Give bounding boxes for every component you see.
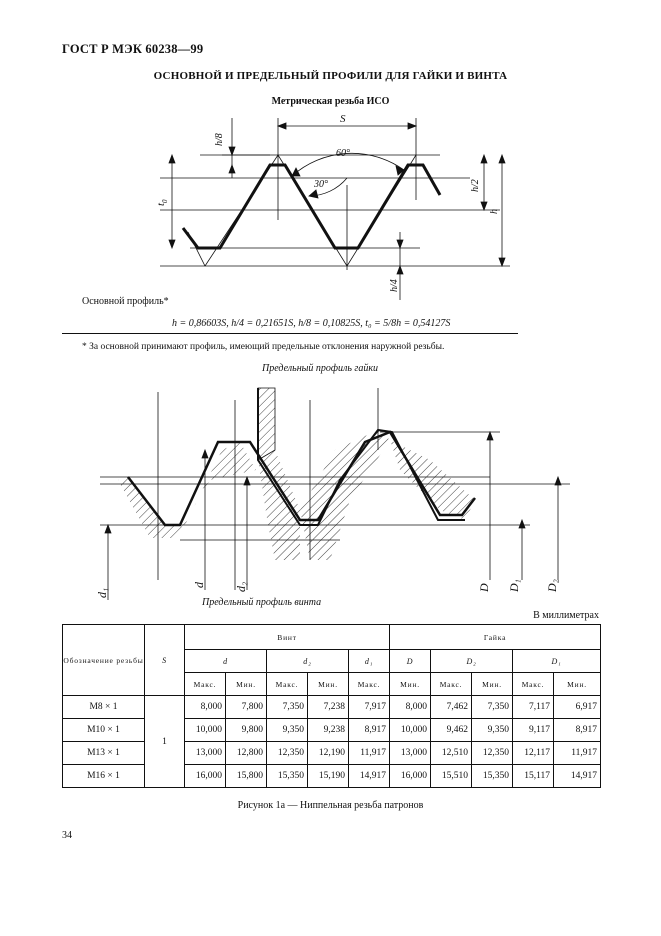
h8-label: h/8 — [214, 133, 225, 146]
cell: 16,000 — [185, 765, 226, 788]
angle30-label: 30° — [314, 179, 328, 190]
cell: 14,917 — [554, 765, 601, 788]
nut-profile-label: Предельный профиль гайки — [262, 363, 379, 374]
sub-d2: d₂ — [267, 650, 349, 673]
table-row — [63, 696, 601, 719]
cell: 11,917 — [349, 742, 390, 765]
cell: 7,117 — [513, 696, 554, 719]
cell: 8,917 — [349, 719, 390, 742]
section-title: ОСНОВНОЙ И ПРЕДЕЛЬНЫЙ ПРОФИЛИ ДЛЯ ГАЙКИ И ВИНТА — [153, 70, 508, 82]
cell: 16,000 — [390, 765, 431, 788]
cell: 7,800 — [226, 696, 267, 719]
cell: 8,917 — [554, 719, 601, 742]
cell: 13,000 — [185, 742, 226, 765]
basic-profile-drawing — [0, 0, 661, 330]
cell: 13,000 — [390, 742, 431, 765]
cell: 9,462 — [431, 719, 472, 742]
cell: 12,350 — [472, 742, 513, 765]
cell: 11,917 — [554, 742, 601, 765]
cell: 12,117 — [513, 742, 554, 765]
units-note: В миллиметрах — [533, 610, 599, 621]
sub-d: d — [185, 650, 267, 673]
h4-label: h/4 — [389, 279, 400, 292]
cell: 7,350 — [267, 696, 308, 719]
s-value: 1 — [145, 696, 185, 788]
table-row — [63, 719, 601, 742]
group-nut: Гайка — [390, 625, 601, 650]
screw-profile-label: Предельный профиль винта — [202, 597, 322, 608]
dim-D: D — [477, 583, 491, 592]
dim-d1: d₁ — [95, 587, 109, 598]
dim-d2: d₂ — [234, 581, 248, 592]
cell: 15,190 — [308, 765, 349, 788]
cell: 7,350 — [472, 696, 513, 719]
hdr-max: Макс. — [513, 673, 554, 696]
cell: 15,350 — [267, 765, 308, 788]
cell: 9,350 — [472, 719, 513, 742]
cell: 14,917 — [349, 765, 390, 788]
cell: 12,510 — [431, 742, 472, 765]
cell: 6,917 — [554, 696, 601, 719]
row-name: M13 × 1 — [63, 742, 145, 765]
h2-label: h/2 — [470, 179, 481, 192]
profile-formula: h = 0,86603S, h/4 = 0,21651S, h/8 = 0,10825S, t₀ = 5/8h = 0,54127S — [172, 318, 451, 329]
dim-d: d — [192, 582, 206, 588]
col-s: S — [145, 625, 185, 696]
thread-table — [62, 624, 601, 788]
cell: 12,800 — [226, 742, 267, 765]
figure-caption: Рисунок 1а — Ниппельная резьба патронов — [237, 800, 424, 811]
cell: 12,190 — [308, 742, 349, 765]
page-number: 34 — [62, 830, 72, 841]
hdr-min: Мин. — [554, 673, 601, 696]
h-label: h — [489, 209, 500, 214]
cell: 7,917 — [349, 696, 390, 719]
row-name: M10 × 1 — [63, 719, 145, 742]
footnote-rule — [62, 333, 518, 334]
sub-D2: D₂ — [431, 650, 513, 673]
cell: 15,117 — [513, 765, 554, 788]
cell: 15,350 — [472, 765, 513, 788]
dim-D2: D₂ — [545, 579, 559, 592]
pitch-label: S — [340, 113, 346, 125]
table-row — [63, 742, 601, 765]
hdr-min: Мин. — [390, 673, 431, 696]
cell: 8,000 — [390, 696, 431, 719]
group-screw: Винт — [185, 625, 390, 650]
cell: 7,238 — [308, 696, 349, 719]
angle60-label: 60° — [336, 148, 350, 159]
section-subtitle: Метрическая резьба ИСО — [271, 96, 390, 107]
cell: 15,800 — [226, 765, 267, 788]
limit-profile-drawing — [0, 360, 661, 610]
sub-d1: d₁ — [349, 650, 390, 673]
hdr-max: Макс. — [349, 673, 390, 696]
cell: 9,238 — [308, 719, 349, 742]
cell: 8,000 — [185, 696, 226, 719]
cell: 15,510 — [431, 765, 472, 788]
standard-header: ГОСТ Р МЭК 60238—99 — [62, 42, 204, 56]
table-row — [63, 765, 601, 788]
hdr-max: Макс. — [431, 673, 472, 696]
cell: 12,350 — [267, 742, 308, 765]
cell: 9,350 — [267, 719, 308, 742]
cell: 10,000 — [390, 719, 431, 742]
hdr-min: Мин. — [308, 673, 349, 696]
hdr-max: Макс. — [267, 673, 308, 696]
footnote: * За основной принимают профиль, имеющий предельные отклонения наружной резьбы. — [82, 342, 445, 352]
basic-profile-caption: Основной профиль* — [82, 296, 169, 307]
col-designation: Обозначение резьбы — [63, 625, 145, 696]
row-name: M8 × 1 — [63, 696, 145, 719]
cell: 9,117 — [513, 719, 554, 742]
dim-D1: D₁ — [507, 579, 521, 592]
cell: 7,462 — [431, 696, 472, 719]
sub-D: D — [390, 650, 431, 673]
hdr-min: Мин. — [472, 673, 513, 696]
sub-D1: D₁ — [513, 650, 601, 673]
cell: 10,000 — [185, 719, 226, 742]
hdr-max: Макс. — [185, 673, 226, 696]
t0-label: $t_0$ — [155, 199, 169, 206]
cell: 9,800 — [226, 719, 267, 742]
hdr-min: Мин. — [226, 673, 267, 696]
row-name: M16 × 1 — [63, 765, 145, 788]
